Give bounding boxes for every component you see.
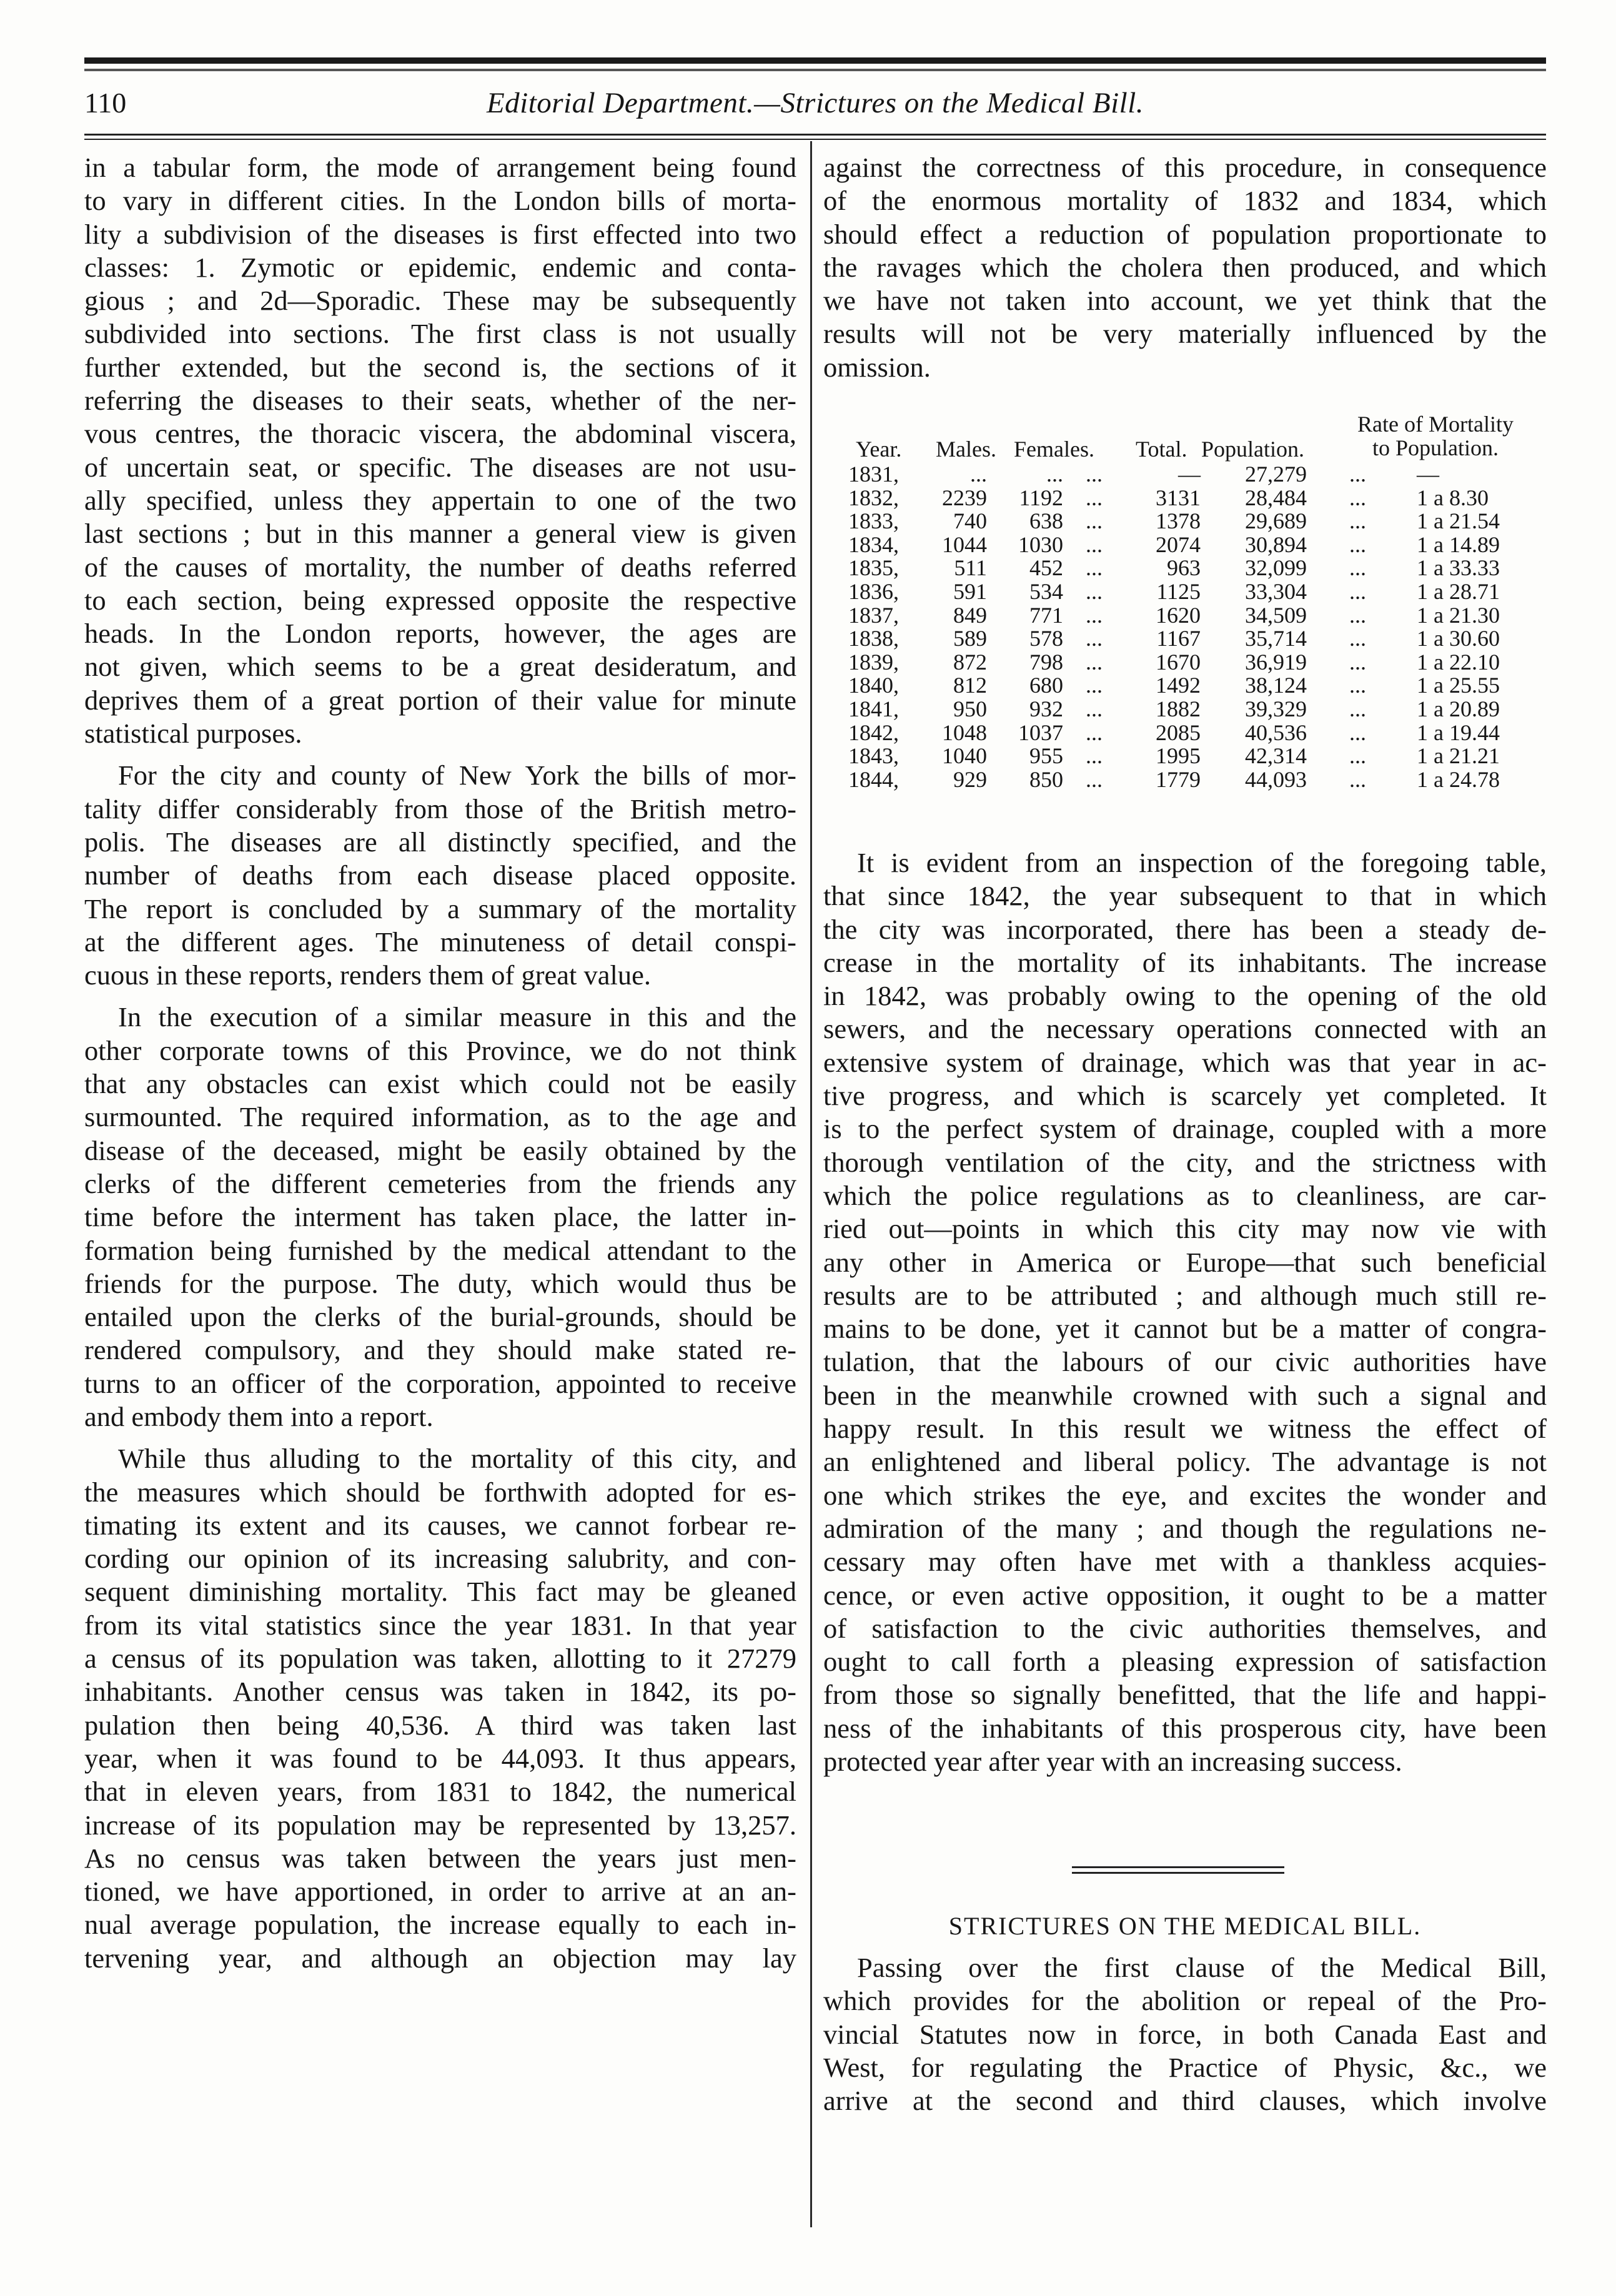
header-year: Year. xyxy=(856,437,902,462)
text-line: pulation then being 40,536. A third was taken last xyxy=(84,1709,796,1741)
text-line: Passing over the first clause of the Medical Bill, xyxy=(857,1952,1547,1983)
text-line: should effect a reduction of population proportionate to xyxy=(823,218,1547,250)
cell-rate: 1 a 21.21 xyxy=(1417,743,1500,769)
right-column-after-table xyxy=(823,846,1547,1778)
cell-males: 849 xyxy=(953,602,987,628)
cell-males: 511 xyxy=(954,555,987,581)
text-line: disease of the deceased, might be easily obtained by the xyxy=(84,1134,796,1166)
table-row xyxy=(842,580,1535,603)
text-line: gious ; and 2d—Sporadic. These may be subsequently xyxy=(84,285,796,317)
text-line: the ravages which the cholera then produced, and which xyxy=(823,251,1547,283)
text-line: of satisfaction to the civic authorities themselves, and xyxy=(823,1612,1547,1644)
cell-total: 2074 xyxy=(1156,532,1201,557)
text-line: referring the diseases to their seats, whether of the ner- xyxy=(84,385,796,417)
text-line: tioned, we have apportioned, in order to arrive at an an- xyxy=(84,1876,796,1908)
cell-leader: ... xyxy=(1349,578,1366,604)
cell-year: 1839, xyxy=(848,649,899,675)
header-rate-line1: Rate of Mortality xyxy=(1357,412,1514,437)
text-line: that any obstacles can exist which could not be easily xyxy=(84,1068,796,1100)
text-line: any other in America or Europe—that such beneficial xyxy=(823,1246,1547,1278)
text-line: of the enormous mortality of 1832 and 1834, which xyxy=(823,185,1547,217)
text-line: sewers, and the necessary operations connected with an xyxy=(823,1013,1547,1045)
table-row xyxy=(842,533,1535,557)
text-line: While thus alluding to the mortality of this city, and xyxy=(118,1443,796,1475)
cell-rate: 1 a 28.71 xyxy=(1417,578,1500,604)
cell-leader: ... xyxy=(1086,532,1103,557)
text-line: nual average population, the increase equally to each in- xyxy=(84,1909,796,1941)
text-line: happy result. In this result we witness the effect of xyxy=(823,1413,1547,1445)
cell-year: 1843, xyxy=(848,743,899,769)
text-line: turns to an officer of the corporation, appointed to receive xyxy=(84,1367,796,1399)
text-line: year, when it was found to be 44,093. It thus appears, xyxy=(84,1742,796,1774)
cell-year: 1836, xyxy=(848,578,899,604)
cell-leader: ... xyxy=(1349,485,1366,510)
text-line: As no census was taken between the years just men- xyxy=(84,1842,796,1874)
cell-year: 1837, xyxy=(848,602,899,628)
text-line: surmounted. The required information, as to the age and xyxy=(84,1101,796,1133)
cell-rate: 1 a 21.54 xyxy=(1417,508,1500,534)
text-line: extensive system of drainage, which was that year in ac- xyxy=(823,1046,1547,1078)
section-title: STRICTURES ON THE MEDICAL BILL. xyxy=(948,1912,1422,1940)
text-line: arrive at the second and third clauses, which involve xyxy=(823,2085,1547,2117)
text-line: we have not taken into account, we yet think that the xyxy=(823,285,1547,317)
text-line: in a tabular form, the mode of arrangement being found xyxy=(84,152,796,183)
cell-females: 578 xyxy=(1029,626,1063,651)
cell-population: 33,304 xyxy=(1245,578,1307,604)
text-line: West, for regulating the Practice of Physic, &c., we xyxy=(823,2051,1547,2083)
text-line: The report is concluded by a summary of the mortality xyxy=(84,893,796,924)
cell-total: 2085 xyxy=(1156,720,1201,745)
cell-population: 35,714 xyxy=(1245,626,1307,651)
cell-leader: ... xyxy=(1086,578,1103,604)
cell-males: 929 xyxy=(953,766,987,792)
cell-total: 1620 xyxy=(1156,602,1201,628)
cell-population: 30,894 xyxy=(1245,532,1307,557)
cell-population: 40,536 xyxy=(1245,720,1307,745)
cell-leader: ... xyxy=(1349,626,1366,651)
cell-males: 950 xyxy=(953,696,987,721)
cell-males: 591 xyxy=(953,578,987,604)
cell-males: 589 xyxy=(953,626,987,651)
cell-leader: ... xyxy=(1086,720,1103,745)
cell-leader: ... xyxy=(1086,462,1103,487)
cell-rate: 1 a 24.78 xyxy=(1417,766,1500,792)
cell-leader: ... xyxy=(1349,555,1366,581)
text-line: sequent diminishing mortality. This fact may be gleaned xyxy=(84,1576,796,1608)
text-line: from those so signally benefitted, that the life and happi- xyxy=(823,1679,1547,1711)
cell-leader: ... xyxy=(1349,673,1366,698)
cell-total: 1125 xyxy=(1156,578,1201,604)
text-line: of the causes of mortality, the number of deaths referred xyxy=(84,551,796,583)
cell-year: 1840, xyxy=(848,673,899,698)
cell-leader: ... xyxy=(1086,743,1103,769)
text-line: that since 1842, the year subsequent to that in which xyxy=(823,880,1547,912)
cell-year: 1844, xyxy=(848,766,899,792)
cell-population: 34,509 xyxy=(1245,602,1307,628)
mortality-table xyxy=(842,412,1535,791)
cell-total: 1882 xyxy=(1156,696,1201,721)
header-rule xyxy=(84,134,1546,136)
cell-females: 932 xyxy=(1029,696,1063,721)
cell-males: 1040 xyxy=(942,743,987,769)
cell-males: 812 xyxy=(953,673,987,698)
text-line: increase of its population may be represented by 13,257. xyxy=(84,1809,796,1841)
cell-leader: ... xyxy=(1349,532,1366,557)
cell-population: 28,484 xyxy=(1245,485,1307,510)
text-line: In the execution of a similar measure in this and the xyxy=(118,1001,796,1033)
text-line: admiration of the many ; and though the regulations ne- xyxy=(823,1512,1547,1544)
text-line: friends for the purpose. The duty, which would thus be xyxy=(84,1267,796,1299)
text-line: lity a subdivision of the diseases is first effected into two xyxy=(84,218,796,250)
text-line: For the city and county of New York the bills of mor- xyxy=(118,760,796,791)
text-line: a census of its population was taken, allotting to it 27279 xyxy=(84,1643,796,1675)
text-line: ried out—points in which this city may now vie with xyxy=(823,1213,1547,1245)
cell-males: ... xyxy=(970,462,987,487)
table-row xyxy=(842,673,1535,697)
cell-total: 1167 xyxy=(1156,626,1201,651)
text-line: protected year after year with an increasing success. xyxy=(823,1746,1402,1778)
cell-females: 1030 xyxy=(1018,532,1063,557)
text-line: rendered compulsory, and they should make stated re- xyxy=(84,1334,796,1366)
cell-year: 1835, xyxy=(848,555,899,581)
cell-leader: ... xyxy=(1349,462,1366,487)
text-line: clerks of the different cemeteries from the friends any xyxy=(84,1167,796,1199)
header-total: Total. xyxy=(1136,437,1187,462)
cell-females: 1192 xyxy=(1019,485,1063,510)
text-line: number of deaths from each disease placed opposite. xyxy=(84,859,796,891)
cell-year: 1838, xyxy=(848,626,899,651)
section-rule-second xyxy=(1072,1872,1284,1874)
cell-males: 740 xyxy=(953,508,987,534)
cell-females: 452 xyxy=(1029,555,1063,581)
cell-leader: ... xyxy=(1086,555,1103,581)
header-rate xyxy=(1329,412,1542,460)
text-line: tality differ considerably from those of the British metro- xyxy=(84,793,796,824)
text-line: against the correctness of this procedure, in consequence xyxy=(823,152,1547,183)
cell-leader: ... xyxy=(1086,696,1103,721)
cell-leader: ... xyxy=(1349,649,1366,675)
text-line: of uncertain seat, or specific. The diseases are not usu- xyxy=(84,451,796,483)
text-line: other corporate towns of this Province, we do not think xyxy=(84,1034,796,1066)
table-row xyxy=(842,509,1535,533)
cell-females: 850 xyxy=(1029,766,1063,792)
cell-leader: ... xyxy=(1086,766,1103,792)
table-row xyxy=(842,603,1535,627)
cell-leader: ... xyxy=(1349,696,1366,721)
cell-males: 872 xyxy=(953,649,987,675)
text-line: classes: 1. Zymotic or epidemic, endemic and conta- xyxy=(84,251,796,283)
cell-population: 29,689 xyxy=(1245,508,1307,534)
text-line: cence, or even active opposition, it ought to be a matter xyxy=(823,1579,1547,1611)
text-line: tervening year, and although an objection may lay xyxy=(84,1942,796,1974)
text-line: last sections ; but in this manner a general view is given xyxy=(84,518,796,550)
running-head: Editorial Department.—Strictures on the Medical Bill. xyxy=(486,87,1144,119)
cell-rate: 1 a 19.44 xyxy=(1417,720,1500,745)
cell-year: 1842, xyxy=(848,720,899,745)
cell-year: 1832, xyxy=(848,485,899,510)
cell-population: 27,279 xyxy=(1245,462,1307,487)
cell-females: 1037 xyxy=(1018,720,1063,745)
text-line: cessary may often have met with a thankless acquies- xyxy=(823,1546,1547,1578)
text-line: an enlightened and liberal policy. The advantage is not xyxy=(823,1446,1547,1478)
text-line: is to the perfect system of drainage, coupled with a more xyxy=(823,1113,1547,1145)
cell-females: 955 xyxy=(1029,743,1063,769)
text-line: tive progress, and which is scarcely yet completed. It xyxy=(823,1080,1547,1112)
cell-females: 534 xyxy=(1029,578,1063,604)
cell-females: 798 xyxy=(1029,649,1063,675)
text-line: from its vital statistics since the year 1831. In that year xyxy=(84,1609,796,1641)
cell-females: ... xyxy=(1046,462,1063,487)
cell-total: 1670 xyxy=(1156,649,1201,675)
text-line: crease in the mortality of its inhabitants. The increase xyxy=(823,946,1547,978)
table-row xyxy=(842,697,1535,721)
text-line: mains to be done, yet it cannot but be a matter of congra- xyxy=(823,1313,1547,1345)
text-line: thorough ventilation of the city, and the strictness with xyxy=(823,1146,1547,1178)
table-header xyxy=(842,412,1535,462)
text-line: entailed upon the clerks of the burial-grounds, should be xyxy=(84,1301,796,1333)
section-rule xyxy=(1072,1866,1284,1868)
text-line: deprives them of a great portion of their value for minute xyxy=(84,684,796,716)
text-line: It is evident from an inspection of the foregoing table, xyxy=(857,847,1547,878)
section-body xyxy=(823,1951,1547,2117)
text-line: inhabitants. Another census was taken in 1842, its po- xyxy=(84,1676,796,1708)
column-divider xyxy=(810,141,812,2227)
text-line: the measures which should be forthwith adopted for es- xyxy=(84,1476,796,1508)
text-line: ness of the inhabitants of this prosperous city, have been xyxy=(823,1712,1547,1744)
cell-leader: ... xyxy=(1086,649,1103,675)
header-females: Females. xyxy=(1014,437,1094,462)
text-line: ought to call forth a pleasing expression of satisfaction xyxy=(823,1646,1547,1678)
text-line: time before the interment has taken place, the latter in- xyxy=(84,1201,796,1233)
cell-females: 638 xyxy=(1029,508,1063,534)
table-row xyxy=(842,462,1535,486)
table-row xyxy=(842,556,1535,580)
cell-females: 680 xyxy=(1029,673,1063,698)
cell-leader: ... xyxy=(1349,602,1366,628)
text-line: that in eleven years, from 1831 to 1842, the numerical xyxy=(84,1776,796,1808)
cell-population: 42,314 xyxy=(1245,743,1307,769)
cell-rate: 1 a 14.89 xyxy=(1417,532,1500,557)
table-row xyxy=(842,744,1535,768)
text-line: one which strikes the eye, and excites the wonder and xyxy=(823,1479,1547,1511)
cell-total: 1995 xyxy=(1156,743,1201,769)
text-line: the city was incorporated, there has been a steady de- xyxy=(823,913,1547,945)
text-line: ally specified, unless they appertain to one of the two xyxy=(84,484,796,516)
text-line: at the different ages. The minuteness of detail conspi- xyxy=(84,926,796,957)
cell-total: 1779 xyxy=(1156,766,1201,792)
text-line: which provides for the abolition or repeal of the Pro- xyxy=(823,1985,1547,2017)
cell-leader: ... xyxy=(1086,673,1103,698)
cell-leader: ... xyxy=(1086,626,1103,651)
text-line: been in the meanwhile crowned with such a signal and xyxy=(823,1379,1547,1411)
top-rule-thin xyxy=(84,69,1546,71)
text-line: vous centres, the thoracic viscera, the abdominal viscera, xyxy=(84,418,796,450)
cell-leader: ... xyxy=(1086,508,1103,534)
cell-rate: 1 a 21.30 xyxy=(1417,602,1500,628)
header-males: Males. xyxy=(936,437,996,462)
cell-males: 1044 xyxy=(942,532,987,557)
text-line: not given, which seems to be a great desideratum, and xyxy=(84,651,796,683)
cell-leader: ... xyxy=(1086,485,1103,510)
text-line: cuous in these reports, renders them of great value. xyxy=(84,959,651,991)
text-line: which the police regulations as to cleanliness, are car- xyxy=(823,1179,1547,1211)
cell-year: 1833, xyxy=(848,508,899,534)
text-line: to each section, being expressed opposite the respective xyxy=(84,584,796,616)
cell-total: 963 xyxy=(1167,555,1201,581)
text-line: and embody them into a report. xyxy=(84,1400,434,1432)
cell-total: 3131 xyxy=(1156,485,1201,510)
text-line: in 1842, was probably owing to the opening of the old xyxy=(823,980,1547,1012)
page-number: 110 xyxy=(84,87,127,119)
cell-rate: 1 a 8.30 xyxy=(1417,485,1489,510)
cell-leader: ... xyxy=(1349,508,1366,534)
cell-leader: ... xyxy=(1349,766,1366,792)
text-line: formation being furnished by the medical attendant to the xyxy=(84,1234,796,1266)
cell-rate: 1 a 22.10 xyxy=(1417,649,1500,675)
cell-year: 1834, xyxy=(848,532,899,557)
cell-population: 32,099 xyxy=(1245,555,1307,581)
table-row xyxy=(842,486,1535,510)
text-line: timating its extent and its causes, we cannot forbear re- xyxy=(84,1509,796,1541)
cell-total: 1378 xyxy=(1156,508,1201,534)
table-row xyxy=(842,721,1535,745)
table-row xyxy=(842,650,1535,674)
table-row xyxy=(842,768,1535,791)
header-population: Population. xyxy=(1201,437,1305,462)
cell-total: 1492 xyxy=(1156,673,1201,698)
cell-rate: 1 a 33.33 xyxy=(1417,555,1500,581)
right-column-top xyxy=(823,151,1547,384)
cell-population: 39,329 xyxy=(1245,696,1307,721)
cell-leader: ... xyxy=(1349,720,1366,745)
cell-population: 36,919 xyxy=(1245,649,1307,675)
text-line: omission. xyxy=(823,351,931,383)
table-body xyxy=(842,462,1535,791)
cell-rate: — xyxy=(1417,462,1439,487)
header-rule-thin xyxy=(84,139,1546,140)
top-rule xyxy=(84,57,1546,64)
text-line: cording our opinion of its increasing salubrity, and con- xyxy=(84,1543,796,1575)
cell-rate: 1 a 30.60 xyxy=(1417,626,1500,651)
cell-males: 2239 xyxy=(942,485,987,510)
cell-population: 44,093 xyxy=(1245,766,1307,792)
text-line: subdivided into sections. The first class is not usually xyxy=(84,318,796,350)
text-line: to vary in different cities. In the London bills of morta- xyxy=(84,185,796,217)
page-header xyxy=(84,86,1546,130)
cell-rate: 1 a 25.55 xyxy=(1417,673,1500,698)
cell-females: 771 xyxy=(1029,602,1063,628)
left-column xyxy=(84,151,796,1975)
cell-year: 1841, xyxy=(848,696,899,721)
text-line: statistical purposes. xyxy=(84,718,302,750)
text-line: tulation, that the labours of our civic authorities have xyxy=(823,1346,1547,1378)
text-line: heads. In the London reports, however, the ages are xyxy=(84,618,796,650)
text-line: results are to be attributed ; and although much still re- xyxy=(823,1279,1547,1311)
text-line: vincial Statutes now in force, in both Canada East and xyxy=(823,2018,1547,2050)
text-line: further extended, but the second is, the sections of it xyxy=(84,351,796,383)
cell-leader: ... xyxy=(1349,743,1366,769)
cell-total: — xyxy=(1178,462,1201,487)
header-rate-line2: to Population. xyxy=(1372,435,1499,460)
text-line: results will not be very materially influenced by the xyxy=(823,318,1547,350)
cell-rate: 1 a 20.89 xyxy=(1417,696,1500,721)
cell-year: 1831, xyxy=(848,462,899,487)
cell-leader: ... xyxy=(1086,602,1103,628)
text-line: polis. The diseases are all distinctly specified, and the xyxy=(84,826,796,858)
cell-males: 1048 xyxy=(942,720,987,745)
cell-population: 38,124 xyxy=(1245,673,1307,698)
table-row xyxy=(842,626,1535,650)
